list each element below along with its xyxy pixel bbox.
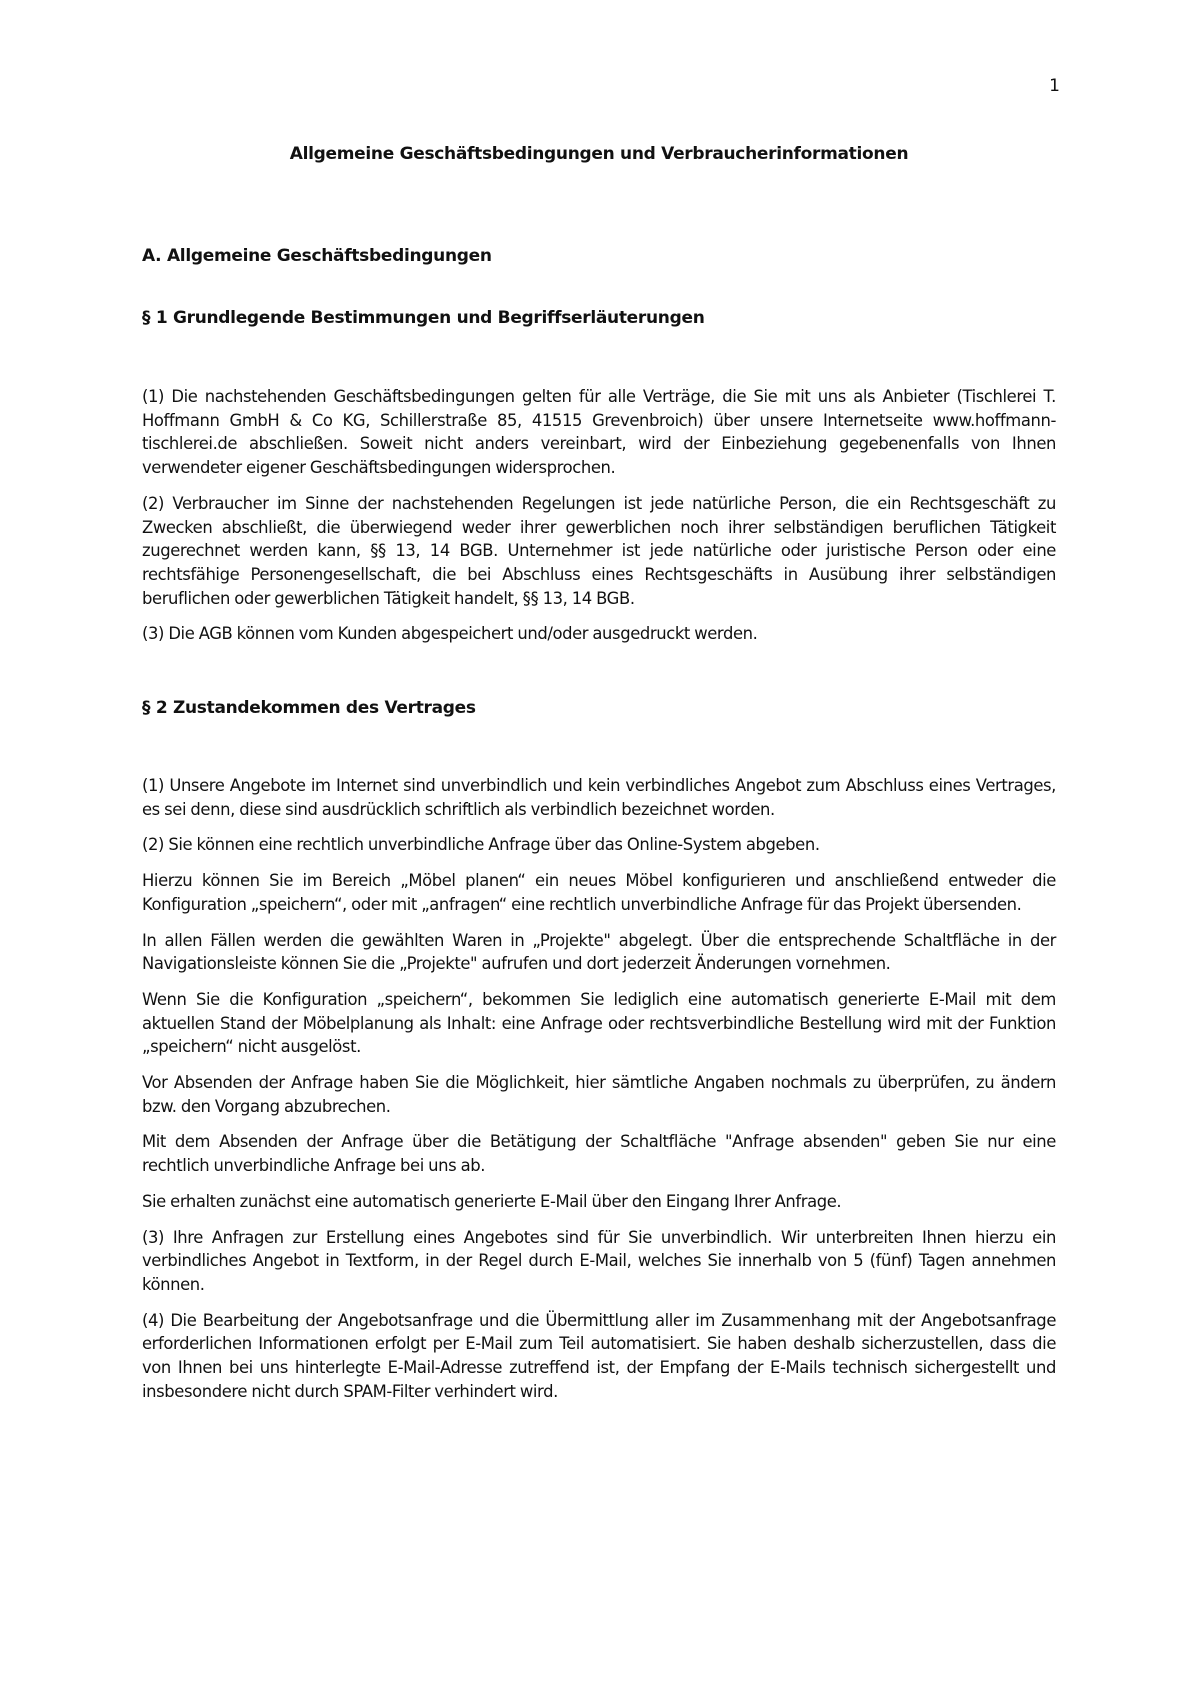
section-2-paragraph-2: (2) Sie können eine rechtlich unverbindliche Anfrage über das Online-System abgeben. xyxy=(142,835,820,855)
section-2-heading: § 2 Zustandekommen des Vertrages xyxy=(142,698,476,719)
section-2-paragraph-10: (4) Die Bearbeitung der Angebotsanfrage und die Übermittlung aller im Zusammenhang mit der Angebotsanfrage erforderlichen Informationen erfolgt per E-Mail zum Teil automatisiert. Sie haben deshalb sicherzustellen, dass die von Ihnen bei uns hinterlegte E-Mail-Adresse zutreffend ist, der Empfang der E-Mails technisch sichergestellt und insbesondere nicht durch SPAM-Filter verhindert wird. xyxy=(142,1310,1056,1401)
section-2-paragraph-8: Sie erhalten zunächst eine automatisch generierte E-Mail über den Eingang Ihrer Anfrage. xyxy=(142,1191,842,1211)
section-2-paragraph-3: Hierzu können Sie im Bereich „Möbel planen“ ein neues Möbel konfigurieren und anschließend entweder die Konfiguration „speichern“, oder mit „anfragen“ eine rechtlich unverbindliche Anfrage für das Projekt übersenden. xyxy=(142,871,1056,914)
spacer xyxy=(142,720,1056,774)
document-body xyxy=(142,142,1056,1416)
section-2-paragraph-7: Mit dem Absenden der Anfrage über die Betätigung der Schaltfläche "Anfrage absenden" geben Sie nur eine rechtlich unverbindliche Anfrage bei uns ab. xyxy=(142,1132,1056,1176)
section-2-paragraph-9: (3) Ihre Anfragen zur Erstellung eines Angebotes sind für Sie unverbindlich. Wir unterbreiten Ihnen hierzu ein verbindliches Angebot in Textform, in der Regel durch E-Mail, welches Sie innerhalb von 5 (fünf) Tagen annehmen können. xyxy=(142,1227,1056,1294)
document-title: Allgemeine Geschäftsbedingungen und Verbraucherinformationen xyxy=(289,144,909,164)
page-number: 1 xyxy=(1049,76,1060,96)
section-2-body xyxy=(142,774,1056,1403)
spacer xyxy=(142,658,1056,696)
section-1-body xyxy=(142,385,1056,646)
section-2-paragraph-5: Wenn Sie die Konfiguration „speichern“, bekommen Sie lediglich eine automatisch generierte E-Mail mit dem aktuellen Stand der Möbelplanung als Inhalt: eine Anfrage oder rechtsverbindliche Bestellung wird mit der Funktion „speichern“ nicht ausgelöst. xyxy=(142,989,1056,1057)
section-1-paragraph-1: (1) Die nachstehenden Geschäftsbedingungen gelten für alle Verträge, die Sie mit uns als Anbieter (Tischlerei T. Hoffmann GmbH & Co KG, Schillerstraße 85, 41515 Grevenbroich) über unsere Internetseite www.hoffmann-tischlerei.de abschließen. Soweit nicht anders vereinbart, wird der Einbeziehung gegebenenfalls von Ihnen verwendeter eigener Geschäftsbedingungen widersprochen. xyxy=(142,387,1056,478)
section-2-paragraph-4: In allen Fällen werden die gewählten Waren in „Projekte" abgelegt. Über die entsprechende Schaltfläche in der Navigationsleiste können Sie die „Projekte" aufrufen und dort jederzeit Änderungen vornehmen. xyxy=(142,930,1056,974)
section-2-paragraph-1: (1) Unsere Angebote im Internet sind unverbindlich und kein verbindliches Angebot zum Abschluss eines Vertrages, es sei denn, diese sind ausdrücklich schriftlich als verbindlich bezeichnet worden. xyxy=(142,776,1056,819)
section-2-paragraph-6: Vor Absenden der Anfrage haben Sie die Möglichkeit, hier sämtliche Angaben nochmals zu überprüfen, zu ändern bzw. den Vorgang abzubrechen. xyxy=(142,1073,1056,1116)
part-a-heading: A. Allgemeine Geschäftsbedingungen xyxy=(142,246,492,266)
spacer xyxy=(142,330,1056,385)
section-1-heading: § 1 Grundlegende Bestimmungen und Begriffserläuterungen xyxy=(142,308,705,328)
section-1-paragraph-2: (2) Verbraucher im Sinne der nachstehenden Regelungen ist jede natürliche Person, die ein Rechtsgeschäft zu Zwecken abschließt, die überwiegend weder ihrer gewerblichen noch ihrer selbständigen beruflichen Tätigkeit zugerechnet werden kann, §§ 13, 14 BGB. Unternehmer ist jede natürliche oder juristische Person oder eine rechtsfähige Personengesellschaft, die bei Abschluss eines Rechtsgeschäfts in Ausübung ihrer selbständigen beruflichen oder gewerblichen Tätigkeit handelt, §§ 13, 14 BGB. xyxy=(142,493,1056,608)
section-1-paragraph-3: (3) Die AGB können vom Kunden abgespeichert und/oder ausgedruckt werden. xyxy=(142,624,758,644)
